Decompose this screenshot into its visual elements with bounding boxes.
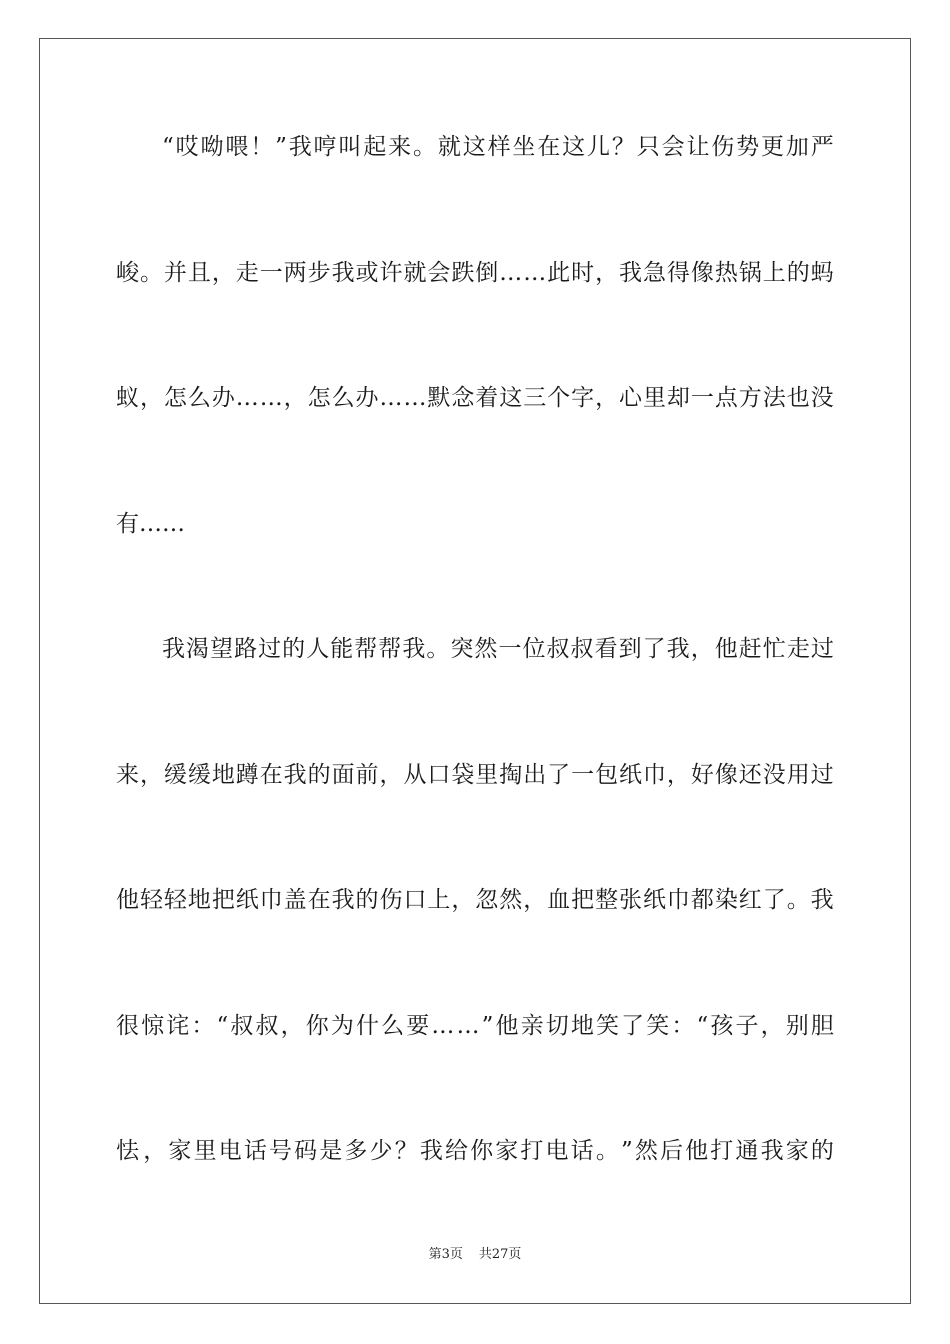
text-char: 家	[495, 1138, 519, 1164]
text-char: 纸	[235, 887, 259, 913]
text-char: ，	[139, 762, 163, 788]
text-char: ，	[760, 1013, 784, 1039]
text-char: 热	[714, 260, 738, 286]
text-char: 严	[810, 134, 834, 160]
text-char: ，	[143, 1138, 167, 1164]
text-char: 字	[571, 385, 595, 411]
page-footer	[0, 1246, 950, 1264]
text-char: 的	[810, 1138, 834, 1164]
text-char: 我	[331, 887, 355, 913]
text-char: 轻	[139, 887, 163, 913]
text-char: 倒	[475, 260, 499, 286]
text-char: 我	[760, 1138, 784, 1164]
text-char: …	[139, 511, 162, 537]
text-char: 你	[470, 1138, 494, 1164]
text-char: 此	[547, 260, 571, 286]
text-char: …	[523, 260, 547, 286]
text-char: 把	[211, 887, 235, 913]
text-char: 时	[571, 260, 595, 286]
text-char: 赶	[738, 636, 762, 662]
text-char: 多	[344, 1138, 368, 1164]
text-char: 哎	[175, 134, 199, 160]
text-char: 走	[786, 636, 810, 662]
text-char: 口	[427, 762, 451, 788]
text-char: ，	[595, 385, 619, 411]
text-char: 巾	[259, 887, 283, 913]
text-char: 叔	[546, 636, 570, 662]
text-char: 的	[282, 636, 306, 662]
text-char: 家	[785, 1138, 809, 1164]
text-char: ，	[379, 762, 403, 788]
text-char: 家	[168, 1138, 192, 1164]
text-char: 巾	[642, 762, 666, 788]
text-char: …	[235, 385, 259, 411]
text-char: 里	[193, 1138, 217, 1164]
text-char: ？	[611, 134, 635, 160]
text-char: 的	[307, 762, 331, 788]
text-char: 个	[547, 385, 571, 411]
text-char: 电	[545, 1138, 569, 1164]
text-char: 方	[738, 385, 762, 411]
text-char: 哼	[313, 134, 337, 160]
text-char: 叫	[338, 134, 362, 160]
text-char: 位	[522, 636, 546, 662]
text-char: 走	[235, 260, 259, 286]
text-char: 像	[714, 762, 738, 788]
text-char: 要	[406, 1013, 430, 1039]
text-char: “	[162, 134, 174, 160]
text-char: 帮	[378, 636, 402, 662]
text-char: 血	[547, 887, 571, 913]
text-char: …	[259, 385, 283, 411]
text-char: 打	[710, 1138, 734, 1164]
text-char: 染	[714, 887, 738, 913]
text-char: 我	[419, 1138, 443, 1164]
text-char: 口	[403, 887, 427, 913]
text-line	[116, 258, 834, 288]
text-char: 了	[547, 762, 571, 788]
text-char: ，	[139, 385, 163, 411]
text-line	[116, 885, 834, 915]
text-char: 来	[388, 134, 412, 160]
text-char: 到	[618, 636, 642, 662]
text-char: 他	[116, 887, 139, 913]
text-char: 我	[283, 762, 307, 788]
text-char: 起	[363, 134, 387, 160]
text-char: ，	[283, 385, 307, 411]
text-char: 并	[163, 260, 187, 286]
text-char: 缓	[187, 762, 211, 788]
text-char: 诧	[166, 1013, 190, 1039]
text-char: 红	[738, 887, 762, 913]
text-char: 从	[403, 762, 427, 788]
text-char: 少	[369, 1138, 393, 1164]
text-char: 。	[595, 1138, 619, 1164]
text-char: 打	[520, 1138, 544, 1164]
text-char: 跌	[451, 260, 475, 286]
text-char: 峻	[116, 260, 139, 286]
text-char: 号	[268, 1138, 292, 1164]
text-char: 怯	[116, 1138, 139, 1164]
text-char: 地	[570, 1013, 594, 1039]
text-char: …	[499, 260, 523, 286]
text-line	[116, 132, 834, 162]
text-char: 叔	[255, 1013, 279, 1039]
text-char: 在	[307, 887, 331, 913]
text-char: 急	[642, 260, 666, 286]
text-char: 叔	[230, 1013, 254, 1039]
text-char: 切	[545, 1013, 569, 1039]
text-char: 么	[187, 385, 211, 411]
text-char: 在	[537, 134, 561, 160]
text-char: 步	[307, 260, 331, 286]
text-char: 念	[451, 385, 475, 411]
text-char: 有	[116, 511, 139, 537]
text-char: 地	[211, 762, 235, 788]
text-char: 锅	[738, 260, 762, 286]
text-char: 都	[690, 887, 714, 913]
text-char: 蚂	[810, 260, 834, 286]
text-char: 什	[356, 1013, 380, 1039]
text-char: …	[456, 1013, 480, 1039]
text-char: 叔	[570, 636, 594, 662]
text-char: 话	[570, 1138, 594, 1164]
text-char: 前	[355, 762, 379, 788]
text-char: 两	[283, 260, 307, 286]
text-char: 很	[116, 1013, 139, 1039]
text-char: 出	[523, 762, 547, 788]
text-char: 或	[355, 260, 379, 286]
text-char: 一	[498, 636, 522, 662]
text-char: 这	[462, 134, 486, 160]
text-char: “	[216, 1013, 229, 1039]
text-line	[116, 383, 834, 413]
text-char: 过	[258, 636, 282, 662]
text-char: 默	[427, 385, 451, 411]
text-char: 袋	[451, 762, 475, 788]
text-char: 你	[305, 1013, 329, 1039]
text-char: 渴	[186, 636, 210, 662]
text-char: 么	[331, 385, 355, 411]
text-char: 用	[786, 762, 810, 788]
text-char: 电	[218, 1138, 242, 1164]
text-char: 纸	[619, 762, 643, 788]
text-char: 着	[475, 385, 499, 411]
text-char: 伤	[711, 134, 735, 160]
text-char: ：	[191, 1013, 215, 1039]
text-char: 了	[762, 887, 786, 913]
text-char: 蹲	[235, 762, 259, 788]
text-char: 里	[642, 385, 666, 411]
text-char: 惊	[141, 1013, 165, 1039]
text-char: 里	[475, 762, 499, 788]
text-char: 上	[762, 260, 786, 286]
text-char: 办	[211, 385, 235, 411]
text-char: 亲	[520, 1013, 544, 1039]
text-char: 一	[690, 385, 714, 411]
text-char: 。	[412, 134, 436, 160]
text-char: 缓	[163, 762, 187, 788]
page-number: 第3页	[428, 1247, 463, 1262]
text-char: 胆	[810, 1013, 834, 1039]
text-char: 蚁	[116, 385, 139, 411]
text-char: 。	[786, 887, 810, 913]
text-char: 点	[714, 385, 738, 411]
text-char: 。	[426, 636, 450, 662]
text-char: ”	[481, 1013, 494, 1039]
text-char: 人	[306, 636, 330, 662]
text-char: 我	[619, 260, 643, 286]
text-char: 他	[495, 1013, 519, 1039]
text-char: 然	[634, 1138, 658, 1164]
text-char: 话	[243, 1138, 267, 1164]
text-char: 呦	[200, 134, 224, 160]
text-char: 像	[690, 260, 714, 286]
text-char: 后	[660, 1138, 683, 1164]
text-char: ，	[523, 887, 547, 913]
text-char: 一	[571, 762, 595, 788]
text-char: 轻	[163, 887, 187, 913]
text-char: ，	[666, 762, 690, 788]
text-char: 坐	[512, 134, 536, 160]
text-char: 我	[666, 636, 690, 662]
text-char: 这	[499, 385, 523, 411]
text-char: 样	[487, 134, 511, 160]
text-char: ”	[275, 134, 287, 160]
text-char: 就	[403, 260, 427, 286]
text-char: 的	[355, 887, 379, 913]
text-char: 没	[810, 385, 834, 411]
text-char: …	[379, 385, 403, 411]
text-char: …	[431, 1013, 455, 1039]
text-line	[116, 760, 834, 790]
text-char: 然	[474, 636, 498, 662]
text-line	[116, 509, 834, 539]
text-char: 别	[785, 1013, 809, 1039]
text-char: 帮	[354, 636, 378, 662]
text-char: 纸	[642, 887, 666, 913]
text-char: 路	[234, 636, 258, 662]
text-line	[116, 1011, 834, 1041]
text-char: 过	[810, 636, 834, 662]
text-char: 给	[444, 1138, 468, 1164]
text-char: 儿	[587, 134, 610, 160]
page-border	[39, 38, 911, 1304]
text-char: 面	[331, 762, 355, 788]
text-char: ，	[690, 636, 714, 662]
text-char: 包	[595, 762, 619, 788]
text-char: 来	[116, 762, 139, 788]
text-char: 张	[619, 887, 643, 913]
text-char: 忽	[475, 887, 499, 913]
text-char: 一	[259, 260, 283, 286]
text-char: 巾	[666, 887, 690, 913]
text-char: ”	[620, 1138, 633, 1164]
text-char: 。	[139, 260, 163, 286]
text-char: 过	[810, 762, 834, 788]
text-char: 让	[686, 134, 710, 160]
text-char: 能	[330, 636, 354, 662]
text-char: 办	[355, 385, 379, 411]
text-char: 把	[571, 887, 595, 913]
text-char: 笑	[646, 1013, 670, 1039]
text-char: ：	[671, 1013, 695, 1039]
text-char: ，	[451, 887, 475, 913]
text-char: 还	[738, 762, 762, 788]
text-char: 在	[259, 762, 283, 788]
text-char: “	[696, 1013, 709, 1039]
text-char: 笑	[596, 1013, 620, 1039]
text-char: 为	[330, 1013, 354, 1039]
page-total: 共27页	[478, 1247, 522, 1262]
text-char: ，	[211, 260, 235, 286]
text-char: 没	[762, 762, 786, 788]
text-char: 通	[735, 1138, 759, 1164]
text-char: 许	[379, 260, 403, 286]
text-char: 他	[714, 636, 738, 662]
text-line	[116, 634, 834, 664]
text-char: 得	[666, 260, 690, 286]
text-char: 我	[402, 636, 426, 662]
text-char: 只	[636, 134, 660, 160]
text-char: ，	[280, 1013, 304, 1039]
text-char: 法	[762, 385, 786, 411]
text-char: 会	[427, 260, 451, 286]
text-char: 码	[294, 1138, 318, 1164]
text-char: 上	[427, 887, 451, 913]
text-char: 怎	[307, 385, 331, 411]
text-char: 三	[523, 385, 547, 411]
text-char: 我	[288, 134, 312, 160]
text-char: 加	[785, 134, 809, 160]
text-char: 看	[594, 636, 618, 662]
text-char: 忙	[762, 636, 786, 662]
text-char: …	[403, 385, 427, 411]
text-char: …	[162, 511, 185, 537]
text-line	[116, 1136, 834, 1166]
text-char: 好	[690, 762, 714, 788]
text-char: 怎	[163, 385, 187, 411]
text-char: 的	[786, 260, 810, 286]
text-char: 喂	[225, 134, 249, 160]
text-char: 子	[735, 1013, 759, 1039]
text-char: ！	[250, 134, 274, 160]
text-char: 心	[619, 385, 643, 411]
text-char: 地	[187, 887, 211, 913]
text-char: 势	[736, 134, 760, 160]
text-char: 就	[437, 134, 461, 160]
text-char: 更	[761, 134, 785, 160]
text-char: 了	[642, 636, 666, 662]
text-char: 我	[331, 260, 355, 286]
text-char: 望	[210, 636, 234, 662]
text-char: 伤	[379, 887, 403, 913]
text-char: 整	[595, 887, 619, 913]
text-char: 我	[810, 887, 834, 913]
text-char: 也	[786, 385, 810, 411]
text-char: 却	[666, 385, 690, 411]
text-char: 么	[381, 1013, 405, 1039]
text-char: 然	[499, 887, 523, 913]
text-char: ，	[595, 260, 619, 286]
text-char: 盖	[283, 887, 307, 913]
text-char: 会	[661, 134, 685, 160]
text-char: 孩	[710, 1013, 734, 1039]
text-char: ？	[394, 1138, 418, 1164]
text-char: 他	[685, 1138, 709, 1164]
text-char: 了	[621, 1013, 645, 1039]
text-char: 我	[162, 636, 185, 662]
text-char: 突	[450, 636, 474, 662]
text-char: 且	[187, 260, 211, 286]
text-char: 掏	[499, 762, 523, 788]
text-char: 是	[319, 1138, 343, 1164]
text-char: 这	[562, 134, 586, 160]
